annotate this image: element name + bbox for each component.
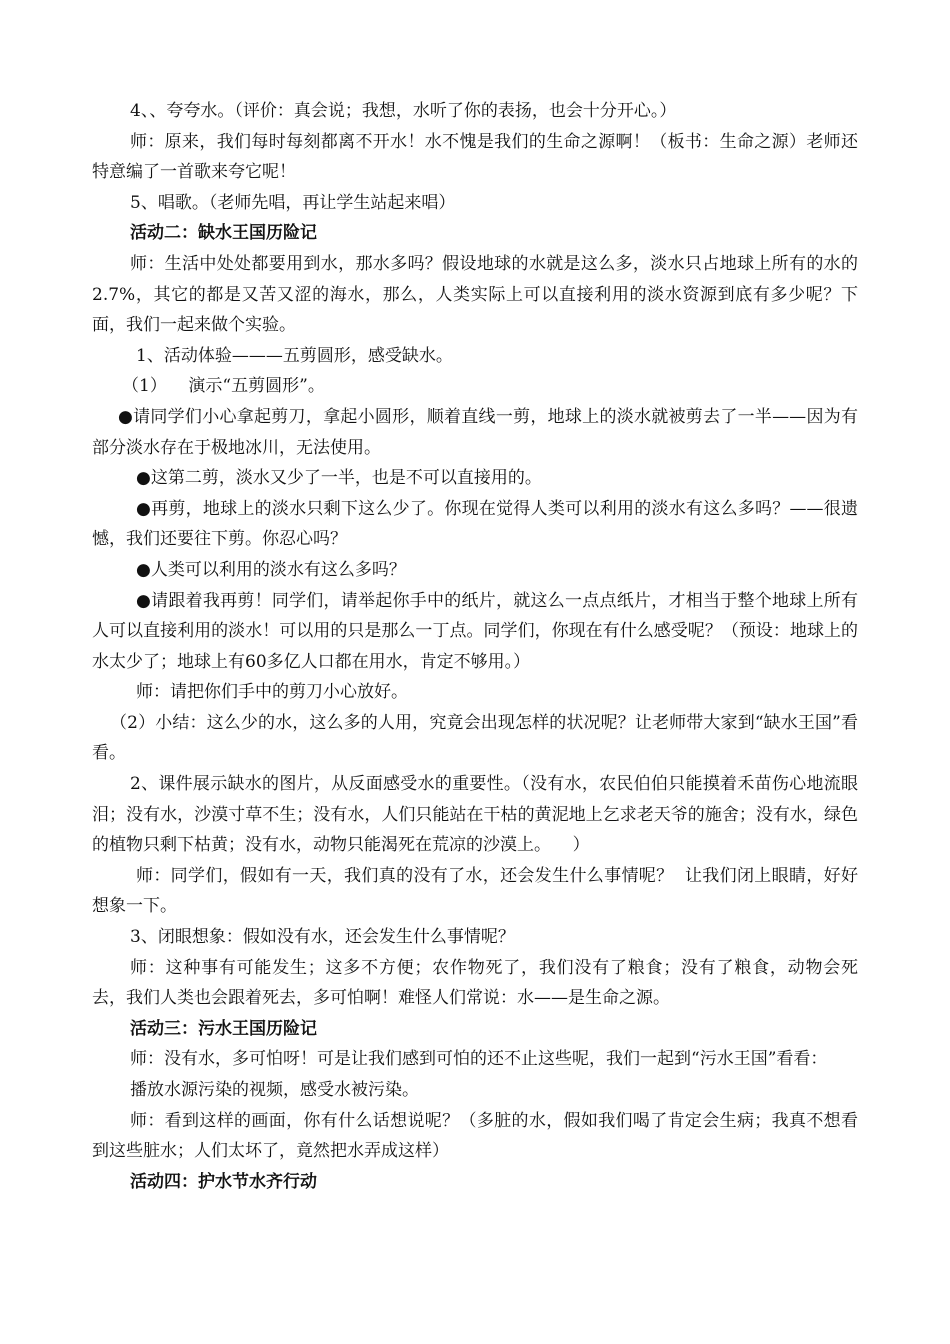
- paragraph-teacher-source-of-life: 师：原来，我们每时每刻都离不开水！水不愧是我们的生命之源啊！（板书：生命之源）老师还特意编了一首歌来夸它呢！: [92, 131, 858, 183]
- bullet-final-cut: ●请跟着我再剪！同学们，请举起你手中的纸片，就这么一点点纸片，才相当于整个地球上所有人可以直接利用的淡水！可以用的只是那么一丁点。同学们，你现在有什么感受呢？（预设：地球上的水太少了；地球上有60多亿人口都在用水，肯定不够用。）: [92, 590, 858, 672]
- paragraph-play-video: 播放水源污染的视频，感受水被污染。: [130, 1080, 419, 1100]
- heading-activity-three: 活动三：污水王国历险记: [130, 1018, 317, 1039]
- paragraph-consequences: 师：这种事有可能发生；这多不方便；农作物死了，我们没有了粮食；没有了粮食，动物会死去，我们人类也会跟着死去，多可怕啊！难怪人们常说：水——是生命之源。: [92, 957, 858, 1009]
- paragraph-sing: 5、唱歌。（老师先唱，再让学生站起来唱）: [130, 192, 456, 213]
- paragraph-summary: （2）小结：这么少的水，这么多的人用，究竟会出现怎样的状况呢？让老师带大家到“缺水王国”看看。: [92, 712, 858, 764]
- paragraph-demo-five-cuts: （1） 演示“五剪圆形”。: [122, 376, 325, 397]
- paragraph-activity-experience: 1、活动体验———五剪圆形，感受缺水。: [136, 345, 453, 366]
- paragraph-praise-water: 4、、夸夸水。（评价：真会说；我想，水听了你的表扬，也会十分开心。）: [130, 101, 677, 121]
- paragraph-fresh-water-ratio: 师：生活中处处都要用到水，那水多吗？假设地球的水就是这么多，淡水只占地球上所有的水的2.7%，其它的都是又苦又涩的海水，那么，人类实际上可以直接利用的淡水资源到底有多少呢？下面，我们一起来做个实验。: [92, 253, 858, 336]
- heading-activity-four: 活动四：护水节水齐行动: [130, 1171, 317, 1192]
- paragraph-close-eyes: 3、闭眼想象：假如没有水，还会发生什么事情呢？: [130, 927, 515, 948]
- bullet-first-cut: ●请同学们小心拿起剪刀，拿起小圆形，顺着直线一剪，地球上的淡水就被剪去了一半——因为有部分淡水存在于极地冰川，无法使用。: [92, 406, 858, 458]
- paragraph-courseware-images: 2、课件展示缺水的图片，从反面感受水的重要性。（没有水，农民伯伯只能摸着禾苗伤心地流眼泪；没有水，沙漠寸草不生；没有水，人们只能站在干枯的黄泥地上乞求老天爷的施舍；没有水，绿色的植物只剩下枯黄；没有水，动物只能渴死在荒凉的沙漠上。 ）: [92, 774, 858, 856]
- heading-activity-two: 活动二：缺水王国历险记: [130, 223, 317, 244]
- paragraph-imagine-prompt: 师：同学们，假如有一天，我们真的没有了水，还会发生什么事情呢？ 让我们闭上眼睛，好好想象一下。: [92, 865, 858, 917]
- bullet-second-cut: ●这第二剪，淡水又少了一半，也是不可以直接用的。: [136, 468, 542, 489]
- paragraph-put-away-scissors: 师：请把你们手中的剪刀小心放好。: [136, 682, 408, 703]
- bullet-usable-water-question: ●人类可以利用的淡水有这么多吗？: [136, 559, 406, 580]
- bullet-third-cut: ●再剪，地球上的淡水只剩下这么少了。你现在觉得人类可以利用的淡水有这么多吗？——很遗憾，我们还要往下剪。你忍心吗？: [92, 498, 858, 550]
- paragraph-reaction: 师：看到这样的画面，你有什么话想说呢？（多脏的水，假如我们喝了肯定会生病；我真不想看到这些脏水；人们太坏了，竟然把水弄成这样）: [92, 1110, 858, 1162]
- paragraph-polluted-kingdom: 师：没有水，多可怕呀！可是让我们感到可怕的还不止这些呢，我们一起到“污水王国”看看：: [130, 1049, 828, 1070]
